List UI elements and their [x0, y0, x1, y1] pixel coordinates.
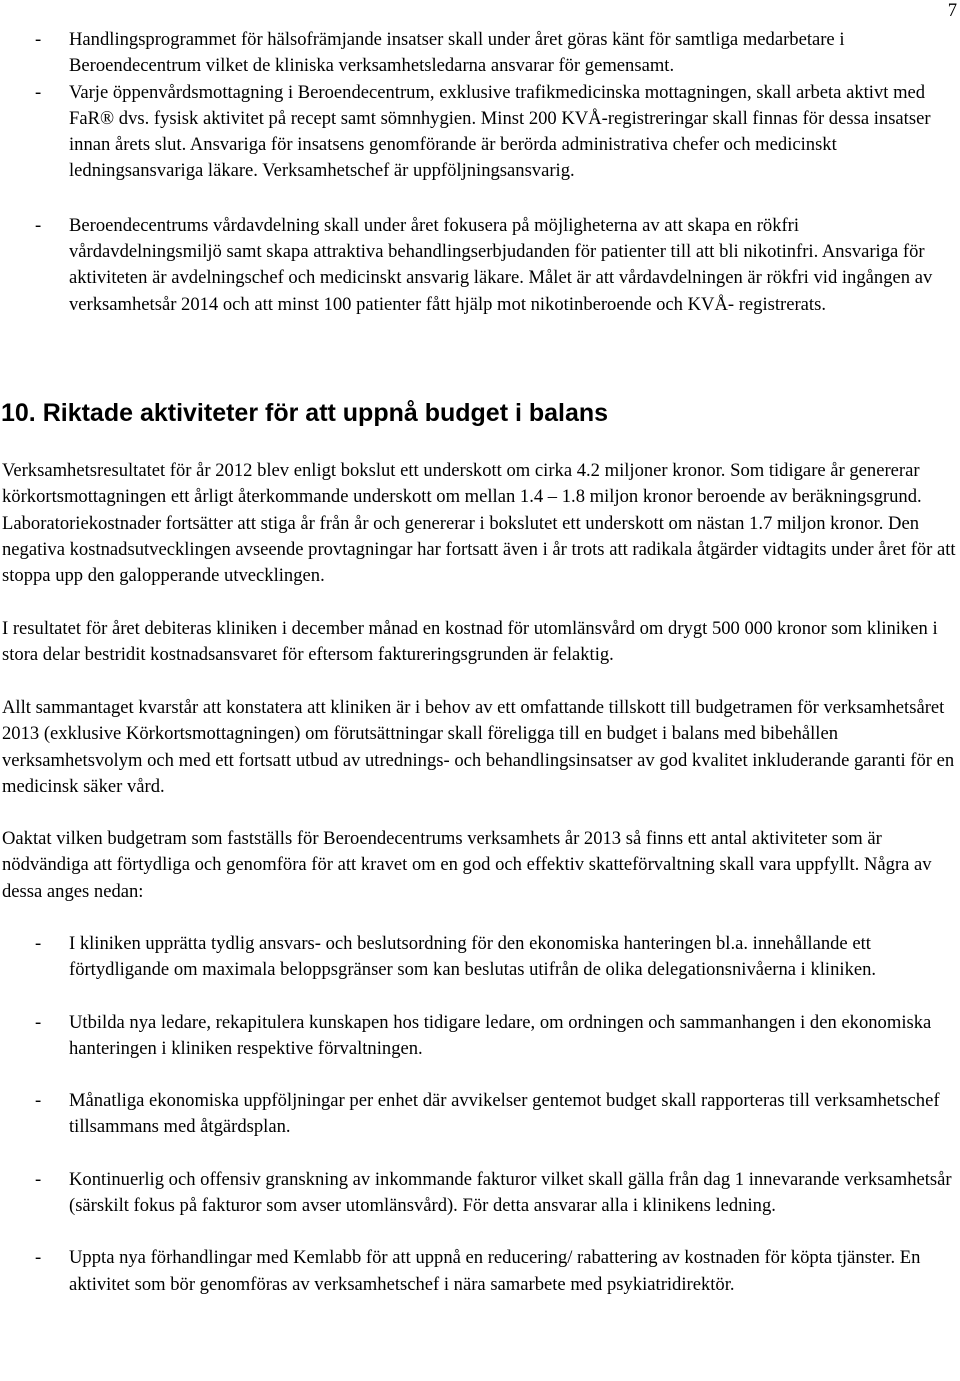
list-item-text: Uppta nya förhandlingar med Kemlabb för att uppnå en reducering/ rabattering av kostnaden för köpta tjänster. En aktivitet som bör genomföras av verksamhetschef i nära samarbete med psykiatridirektör.	[69, 1247, 921, 1295]
bullet-dash: -	[35, 214, 42, 236]
bullet-dash: -	[35, 29, 42, 50]
list-item-text: Varje öppenvårdsmottagning i Beroendecentrum, exklusive trafikmedicinska mottagningen, skall arbeta aktivt med FaR® dvs. fysisk aktivitet på recept samt sömnhygien. Minst 200 KVÅ-registreringar skall finnas för dessa insatser innan årets slut. Ansvariga för insatsens genomförande är berörda administrativa chefer och medicinskt ledningsansvariga läkare. Verksamhetschef är uppföljningsansvarig.	[69, 81, 931, 182]
list-item	[0, 1088, 960, 1141]
list-item	[0, 1245, 960, 1298]
list-item	[0, 213, 960, 318]
list-item-text: Handlingsprogrammet för hälsofrämjande insatser skall under året göras känt för samtliga medarbetare i Beroendecentrum vilket de kliniska verksamhetsledarna ansvarar för gemensamt.	[69, 29, 845, 77]
list-item-text: Beroendecentrums vårdavdelning skall under året fokusera på möjligheterna av att skapa en rökfri vårdavdelningsmiljö samt skapa attraktiva behandlingserbjudanden för patienter till att bli nikotinfri. Ansvariga för aktiviteten är avdelningschef och medicinskt ansvarig läkare. Målet är att vårdavdelningen är rökfri vid ingången av verksamhetsår 2014 och att minst 100 patienter fått hjälp mot nikotinberoende och KVÅ- registrerats.	[69, 214, 933, 315]
list-item-text: Månatliga ekonomiska uppföljningar per enhet där avvikelser gentemot budget skall rapporteras till verksamhetschef tillsammans med åtgärdsplan.	[69, 1090, 940, 1138]
bullet-dash: -	[35, 1247, 42, 1269]
list-item	[0, 1167, 960, 1220]
page-number: 7	[947, 0, 957, 21]
bullet-dash: -	[35, 1168, 42, 1190]
paragraph-utomlansvard: I resultatet för året debiteras kliniken i december månad en kostnad för utomlänsvård om drygt 500 000 kronor som kliniken i stora delar bestridit kostnadsansvaret för eftersom faktureringsgrunden är felaktig.	[2, 618, 938, 666]
bullet-list-goals	[0, 27, 960, 318]
paragraph-activities-intro: Oaktat vilken budgetram som fastställs för Beroendecentrums verksamhets år 2013 så finns ett antal aktiviteter som är nödvändiga att förtydliga och genomföra för att kravet om en god och effektiv skatteförvaltning skall vara uppfyllt. Några av dessa anges nedan:	[2, 828, 932, 902]
bullet-dash: -	[35, 1090, 42, 1112]
list-item-text: Kontinuerlig och offensiv granskning av inkommande fakturor vilket skall gälla från dag 1 innevarande verksamhetsår (särskilt fokus på fakturor som avser utomlänsvård). För detta ansvarar alla i klinikens ledning.	[69, 1168, 952, 1217]
bullet-dash: -	[35, 1011, 42, 1033]
paragraph-result: Verksamhetsresultatet för år 2012 blev enligt bokslut ett underskott om cirka 4.2 miljoner kronor. Som tidigare år genererar körkortsmottagningen ett årligt återkommande underskott om mellan 1.4 – 1.8 miljon kronor beroende av beräkningsgrund. Laboratoriekostnader fortsätter att stiga år från år och genererar i bokslutet ett underskott om nästan 1.7 miljon kronor. Den negativa kostnadsutvecklingen avseende provtagningar har fortsatt även i år trots att radikala åtgärder vidtagits under året för att stoppa upp den galopperande utvecklingen.	[2, 460, 956, 587]
list-item	[0, 1010, 960, 1063]
bullet-dash: -	[35, 81, 42, 103]
bullet-dash: -	[35, 933, 42, 954]
paragraph-summary: Allt sammantaget kvarstår att konstatera att kliniken är i behov av ett omfattande tillskott till budgetramen för verksamhetsåret 2013 (exklusive Körkortsmottagningen) om förutsättningar skall föreligga till en budget i balans med bibehållen verksamhetsvolym och med ett fortsatt utbud av utrednings- och behandlingsinsatser av god kvalitet inkluderande garanti för en medicinsk säker vård.	[2, 697, 955, 797]
list-item-text: I kliniken upprätta tydlig ansvars- och beslutsordning för den ekonomiska hanteringen bl.a. innehållande ett förtydligande om maximala beloppsgränser som kan beslutas utifrån de olika delegationsnivåerna i kliniken.	[69, 933, 877, 981]
list-item	[0, 931, 960, 984]
bullet-list-activities	[0, 931, 960, 1298]
list-item-text: Utbilda nya ledare, rekapitulera kunskapen hos tidigare ledare, om ordningen och sammanhangen i den ekonomiska hanteringen i kliniken respektive förvaltningen.	[69, 1011, 932, 1059]
section-heading: 10. Riktade aktiviteter för att uppnå budget i balans	[1, 399, 609, 427]
list-item	[0, 80, 960, 185]
list-item	[0, 27, 960, 80]
